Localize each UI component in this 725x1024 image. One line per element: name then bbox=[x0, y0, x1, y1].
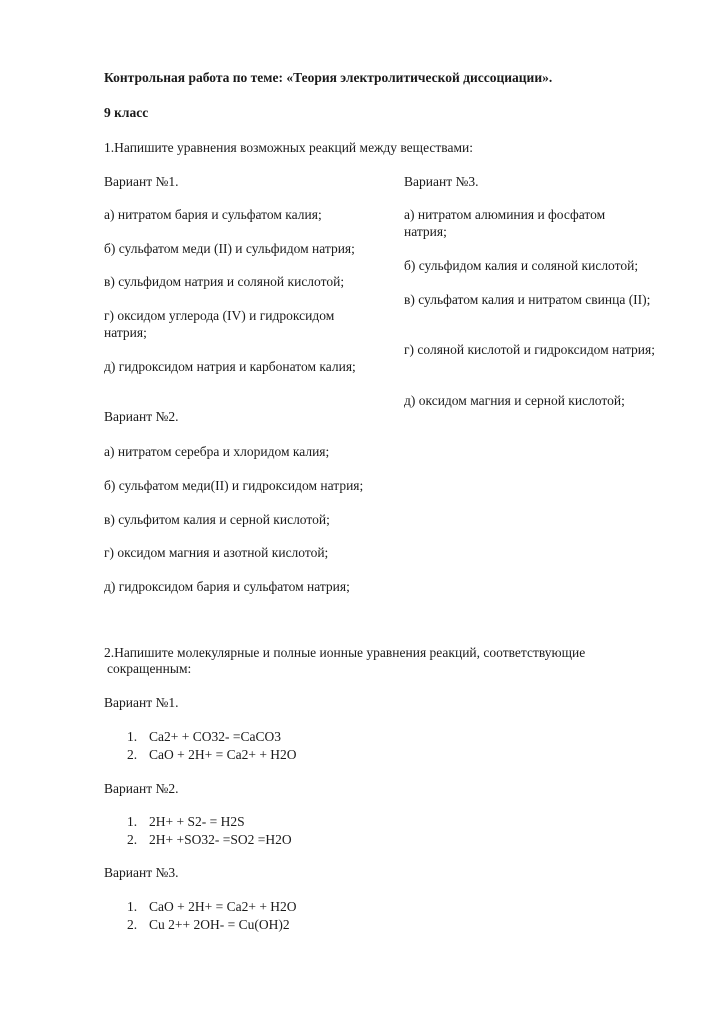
task1-variant1-item-c: в) сульфидом натрия и соляной кислотой; bbox=[104, 274, 345, 289]
equation-text: CaO + 2H+ = Ca2+ + H2O bbox=[149, 899, 297, 914]
item-number: 2. bbox=[127, 747, 138, 762]
task2-prompt-continued: сокращенным: bbox=[107, 661, 192, 676]
equation-text: Cu 2++ 2OH- = Cu(OH)2 bbox=[149, 917, 290, 932]
task1-variant3-item-e: д) оксидом магния и серной кислотой; bbox=[404, 393, 625, 408]
equation-item bbox=[124, 916, 297, 934]
task2-variant3-title: Вариант №3. bbox=[104, 865, 179, 880]
task1-variant1-title: Вариант №1. bbox=[104, 174, 179, 189]
grade-label: 9 класс bbox=[104, 105, 149, 120]
item-number: 1. bbox=[127, 814, 138, 829]
task1-variant2-item-e: д) гидроксидом бария и сульфатом натрия; bbox=[104, 579, 350, 594]
item-number: 1. bbox=[127, 899, 138, 914]
page-title: Контрольная работа по теме: «Теория электролитической диссоциации». bbox=[104, 70, 553, 85]
equation-item bbox=[124, 746, 297, 764]
task2-variant3-list bbox=[124, 898, 297, 934]
item-number: 1. bbox=[127, 729, 138, 744]
equation-text: Ca2+ + CO32- =CaCO3 bbox=[149, 729, 281, 744]
equation-text: 2H+ + S2- = H2S bbox=[149, 814, 245, 829]
item-number: 2. bbox=[127, 917, 138, 932]
task1-variant3-item-d: г) соляной кислотой и гидроксидом натрия; bbox=[404, 342, 655, 357]
task1-variant3-item-c: в) сульфатом калия и нитратом свинца (II); bbox=[404, 292, 651, 307]
task1-variant1-item-a: а) нитратом бария и сульфатом калия; bbox=[104, 207, 322, 222]
equation-item bbox=[124, 728, 297, 746]
equation-text: 2H+ +SO32- =SO2 =H2O bbox=[149, 832, 292, 847]
task1-variant2-title: Вариант №2. bbox=[104, 409, 179, 424]
task1-variant2-item-c: в) сульфитом калия и серной кислотой; bbox=[104, 512, 330, 527]
task1-variant3-item-a: а) нитратом алюминия и фосфатом натрия; bbox=[404, 207, 606, 239]
equation-item bbox=[124, 813, 292, 831]
task1-variant2-item-b: б) сульфатом меди(II) и гидроксидом натрия; bbox=[104, 478, 364, 493]
task1-variant2-item-a: а) нитратом серебра и хлоридом калия; bbox=[104, 444, 330, 459]
task2-variant2-title: Вариант №2. bbox=[104, 781, 179, 796]
item-number: 2. bbox=[127, 832, 138, 847]
task2-prompt: 2.Напишите молекулярные и полные ионные уравнения реакций, соответствующие bbox=[104, 645, 586, 660]
task2-variant1-title: Вариант №1. bbox=[104, 695, 179, 710]
task2-variant2-list bbox=[124, 813, 292, 849]
task1-variant3-item-b: б) сульфидом калия и соляной кислотой; bbox=[404, 258, 639, 273]
task1-variant1-item-e: д) гидроксидом натрия и карбонатом калия; bbox=[104, 359, 356, 374]
task1-variant1-item-d: г) оксидом углерода (IV) и гидроксидом натрия; bbox=[104, 308, 335, 340]
equation-text: CaO + 2H+ = Ca2+ + H2O bbox=[149, 747, 297, 762]
task1-variant2-item-d: г) оксидом магния и азотной кислотой; bbox=[104, 545, 329, 560]
task1-prompt: 1.Напишите уравнения возможных реакций между веществами: bbox=[104, 140, 473, 155]
equation-item bbox=[124, 831, 292, 849]
task1-variant3-title: Вариант №3. bbox=[404, 174, 479, 189]
task2-variant1-list bbox=[124, 728, 297, 764]
task1-variant1-item-b: б) сульфатом меди (II) и сульфидом натрия; bbox=[104, 241, 355, 256]
equation-item bbox=[124, 898, 297, 916]
